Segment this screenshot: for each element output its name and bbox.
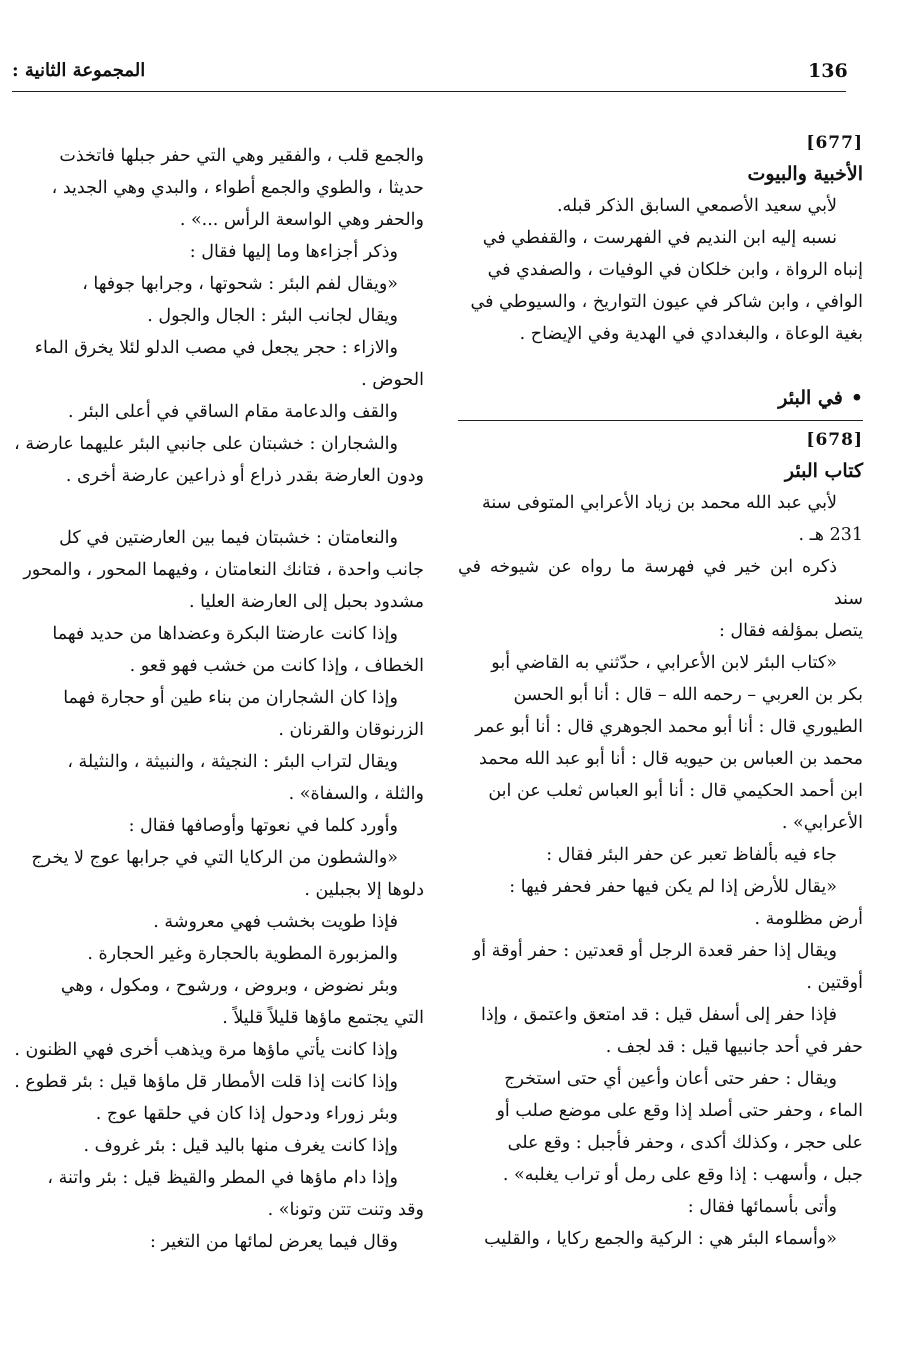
- entry-body: [458, 190, 863, 350]
- text-line: ويقال إذا حفر قعدة الرجل أو قعدتين : حفر أوقة أو: [472, 941, 837, 961]
- text-line: وأتى بأسمائها فقال :: [687, 1197, 837, 1217]
- text-line: حديثا ، والطوي والجمع أطواء ، والبدي وهي الجديد ،: [51, 178, 424, 198]
- text-line: وإذا كانت يغرف منها باليد قيل : بئر غروف .: [83, 1136, 398, 1156]
- text-line: والقف والدعامة مقام الساقي في أعلى البئر .: [67, 402, 398, 422]
- text-line: والشجاران : خشبتان على جانبي البئر عليهما عارضة ،: [14, 434, 398, 454]
- left-column: [12, 140, 424, 1258]
- text-line: فإذا حفر إلى أسفل قيل : قد امتعق واعتمق ، وإذا: [481, 1005, 837, 1025]
- text-line: وقد وتنت تتن وتونا» .: [267, 1200, 424, 1220]
- text-line: والحفر وهي الواسعة الرأس ...» .: [179, 210, 424, 230]
- text-line: التي يجتمع ماؤها قليلاً قليلاً .: [222, 1008, 424, 1028]
- text-line: الحوض .: [361, 370, 424, 390]
- text-line: وإذا دام ماؤها في المطر والقيظ قيل : بئر واتنة ،: [47, 1168, 398, 1188]
- text-line: الزرنوقان والقرنان .: [278, 720, 424, 740]
- text-line: بكر بن العربي – رحمه الله – قال : أنا أبو الحسن: [513, 685, 863, 705]
- text-line: لأبي سعيد الأصمعي السابق الذكر قبله.: [556, 196, 837, 216]
- text-line: وإذا كانت إذا قلت الأمطار قل ماؤها قيل : بئر قطوع .: [14, 1072, 398, 1092]
- text-line: إنباه الرواة ، وابن خلكان في الوفيات ، والصفدي في: [487, 260, 863, 280]
- entry-body: [458, 487, 863, 1255]
- column-gap: [12, 492, 424, 522]
- page-number: 136: [808, 60, 848, 82]
- text-line: والنعامتان : خشبتان فيما بين العارضتين في كل: [59, 528, 398, 548]
- text-line: والازاء : حجر يجعل في مصب الدلو لئلا يخرق الماء: [34, 338, 398, 358]
- text-line: «ويقال لفم البئر : شحوتها ، وجرابها جوفها ،: [82, 274, 398, 294]
- text-line: حفر في أحد جانبيها قيل : قد لجف .: [605, 1037, 863, 1057]
- right-column: [458, 128, 863, 1255]
- text-line: والثلة ، والسفاة» .: [288, 784, 424, 804]
- entry-title: كتاب البئر: [784, 460, 863, 482]
- text-line: دلوها إلا بجبلين .: [304, 880, 424, 900]
- text-line: وإذا كان الشجاران من بناء طين أو حجارة فهما: [63, 688, 398, 708]
- text-line: أرض مظلومة .: [754, 909, 863, 929]
- text-line: والمزبورة المطوية بالحجارة وغير الحجارة .: [87, 944, 398, 964]
- text-line: لأبي عبد الله محمد بن زياد الأعرابي المتوفى سنة: [482, 493, 837, 513]
- text-line: جانب واحدة ، فتانك النعامتان ، وفيهما المحور ، والمحور: [23, 560, 424, 580]
- text-line: وبئر نضوض ، وبروض ، ورشوح ، ومكول ، وهي: [60, 976, 398, 996]
- text-block: [12, 522, 424, 1258]
- text-line: على حجر ، وكذلك أكدى ، وحفر فأجبل : وقع على: [507, 1133, 863, 1153]
- text-line: نسبه إليه ابن النديم في الفهرست ، والقفطي في: [482, 228, 837, 248]
- text-line: «كتاب البئر لابن الأعرابي ، حدّثني به القاضي أبو: [491, 653, 837, 673]
- text-line: ودون العارضة بقدر ذراع أو ذراعين عارضة أخرى .: [65, 466, 424, 486]
- running-head: المجموعة الثانية :: [12, 60, 146, 81]
- text-line: ويقال لتراب البئر : النجيثة ، والنبيثة ، والنثيلة ،: [67, 752, 398, 772]
- text-line: جاء فيه بألفاظ تعبر عن حفر البئر فقال :: [546, 845, 837, 865]
- text-line: الخطاف ، وإذا كانت من خشب فهو قعو .: [129, 656, 424, 676]
- text-line: الطيوري قال : أنا أبو محمد الجوهري قال : أنا أبو عمر: [475, 717, 863, 737]
- text-line: الأعرابي» .: [781, 813, 863, 833]
- text-line: مشدود بحبل إلى العارضة العليا .: [189, 592, 424, 612]
- text-line: بغية الوعاة ، والبغدادي في الهدية وفي الإيضاح .: [519, 324, 863, 344]
- text-line: ابن أحمد الحكيمي قال : أنا أبو العباس ثعلب عن ابن: [488, 781, 863, 801]
- text-line: 231 هـ .: [798, 525, 863, 545]
- bullet-icon: •: [850, 387, 863, 409]
- text-line: وذكر أجزاءها وما إليها فقال :: [189, 242, 398, 262]
- text-line: محمد بن العباس بن حيويه قال : أنا أبو عبد الله محمد: [479, 749, 863, 769]
- text-line: ذكره ابن خير في فهرسة ما رواه عن شيوخه في سند: [458, 557, 863, 609]
- text-line: وأورد كلما في نعوتها وأوصافها فقال :: [128, 816, 398, 836]
- text-line: يتصل بمؤلفه فقال :: [718, 621, 863, 641]
- text-line: الوافي ، وابن شاكر في عيون التواريخ ، والسيوطي في: [470, 292, 863, 312]
- text-block: [12, 140, 424, 492]
- text-line: «وأسماء البئر هي : الركية والجمع ركايا ، والقليب: [484, 1229, 837, 1249]
- section-heading: [458, 382, 863, 421]
- text-line: وإذا كانت عارضتا البكرة وعضداها من حديد فهما: [52, 624, 398, 644]
- text-line: وإذا كانت يأتي ماؤها مرة ويذهب أخرى فهي الظنون .: [14, 1040, 398, 1060]
- text-line: ويقال لجانب البئر : الجال والجول .: [147, 306, 398, 326]
- text-line: «يقال للأرض إذا لم يكن فيها حفر فحفر فيها :: [509, 877, 837, 897]
- text-line: الماء ، وحفر حتى أصلد إذا وقع على موضع صلب أو: [496, 1101, 863, 1121]
- text-line: ويقال : حفر حتى أعان وأعين أي حتى استخرج: [504, 1069, 837, 1089]
- text-line: وبئر زوراء ودحول إذا كان في حلقها عوج .: [95, 1104, 398, 1124]
- text-line: وقال فيما يعرض لمائها من التغير :: [150, 1232, 398, 1252]
- text-line: جبل ، وأسهب : إذا وقع على رمل أو تراب يغلبه» .: [502, 1165, 863, 1185]
- text-line: أوقتين .: [806, 973, 863, 993]
- entry-number: [678]: [806, 430, 863, 450]
- entry-title: الأخبية والبيوت: [747, 163, 863, 185]
- text-line: فإذا طويت بخشب فهي معروشة .: [153, 912, 398, 932]
- section-title: في البئر: [778, 387, 843, 409]
- text-line: «والشطون من الركايا التي في جرابها عوج لا يخرج: [31, 848, 398, 868]
- text-line: والجمع قلب ، والفقير وهي التي حفر جبلها فاتخذت: [59, 146, 424, 166]
- entry-number: [677]: [806, 133, 863, 153]
